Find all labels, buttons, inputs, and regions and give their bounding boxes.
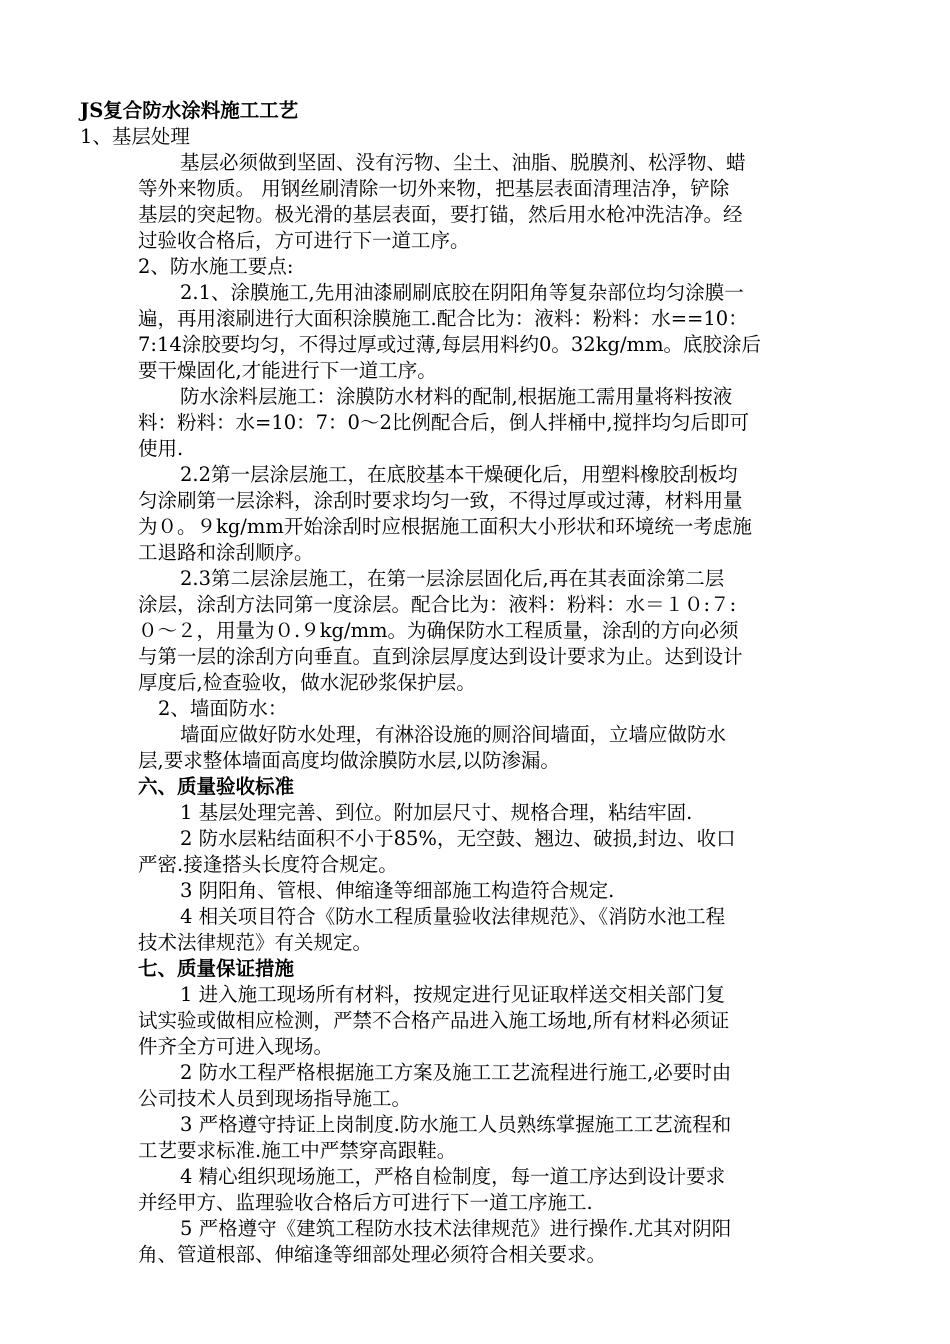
paragraph-line: 试实验或做相应检测，严禁不合格产品进入施工场地,所有材料必须证 bbox=[138, 1009, 730, 1032]
document-title: JS复合防水涂料施工工艺 bbox=[80, 99, 299, 122]
paragraph-line: 工退路和涂刮顺序。 bbox=[138, 541, 314, 564]
list-item: 1 基层处理完善、到位。附加层尺寸、规格合理，粘结牢固. bbox=[180, 801, 693, 824]
paragraph-line: 严密.接逢搭头长度符合规定。 bbox=[138, 853, 398, 876]
paragraph-line: 基层的突起物。极光滑的基层表面，要打锚，然后用水枪冲洗洁净。经 bbox=[138, 203, 743, 226]
list-item: 4 相关项目符合《防水工程质量验收法律规范》、《消防水池工程 bbox=[180, 905, 726, 928]
paragraph-line: 匀涂刷第一层涂料，涂刮时要求均匀一致，不得过厚或过薄，材料用量 bbox=[138, 489, 743, 512]
paragraph-line: 并经甲方、监理验收合格后方可进行下一道工序施工. bbox=[138, 1191, 593, 1214]
paragraph-line: 要干燥固化,才能进行下一道工序。 bbox=[138, 359, 437, 382]
section-heading: 七、质量保证措施 bbox=[138, 957, 295, 980]
list-item: 2 防水工程严格根据施工方案及施工工艺流程进行施工,必要时由 bbox=[180, 1061, 732, 1084]
paragraph-line: 与第一层的涂刮方向垂直。直到涂层厚度达到设计要求为止。达到设计 bbox=[138, 645, 743, 668]
list-item: 2 防水层粘结面积不小于85%，无空鼓、翘边、破损,封边、收口 bbox=[180, 827, 736, 850]
paragraph-line: 使用. bbox=[138, 437, 184, 460]
paragraph-line: ０～２，用量为０.９kg/mm。为确保防水工程质量，涂刮的方向必须 bbox=[138, 619, 739, 642]
section-heading: 1、基层处理 bbox=[80, 125, 190, 148]
paragraph-line: 技术法律规范》有关规定。 bbox=[138, 931, 373, 954]
list-item: 3 严格遵守持证上岗制度.防水施工人员熟练掌握施工工艺流程和 bbox=[180, 1113, 732, 1136]
list-item: 5 严格遵守《建筑工程防水技术法律规范》进行操作.尤其对阴阳 bbox=[180, 1217, 732, 1240]
paragraph-line: 角、管道根部、伸缩逢等细部处理必须符合相关要求。 bbox=[138, 1243, 607, 1266]
paragraph-line: 防水涂料层施工：涂膜防水材料的配制,根据施工需用量将料按液 bbox=[180, 385, 733, 408]
paragraph-line: 工艺要求标准.施工中严禁穿高跟鞋。 bbox=[138, 1139, 457, 1162]
paragraph-line: 公司技术人员到现场指导施工。 bbox=[138, 1087, 412, 1110]
paragraph-line: 厚度后,检查验收，做水泥砂浆保护层。 bbox=[138, 671, 476, 694]
subsection-heading: 2、墙面防水： bbox=[158, 697, 288, 720]
paragraph-line: 2.3第二层涂层施工，在第一层涂层固化后,再在其表面涂第二层 bbox=[180, 567, 725, 590]
paragraph-line: 料：粉料：水=10：7：0～2比例配合后，倒人拌桶中,搅拌均匀后即可 bbox=[138, 411, 750, 434]
section-heading: 六、质量验收标准 bbox=[138, 775, 295, 798]
paragraph-line: 件齐全方可进入现场。 bbox=[138, 1035, 334, 1058]
paragraph-line: 层,要求整体墙面高度均做涂膜防水层,以防渗漏。 bbox=[138, 749, 560, 772]
paragraph-line: 7:14涂胶要均匀，不得过厚或过薄,每层用料约0。32kg/mm。底胶涂后 bbox=[138, 333, 762, 356]
list-item: 1 进入施工现场所有材料，按规定进行见证取样送交相关部门复 bbox=[180, 983, 726, 1006]
subsection-heading: 2、防水施工要点: bbox=[138, 255, 294, 278]
paragraph-line: 遍，再用滚刷进行大面积涂膜施工.配合比为：液料：粉料：水==10： bbox=[138, 307, 748, 330]
paragraph-line: 涂层，涂刮方法同第一度涂层。配合比为：液料：粉料：水＝１０:７: bbox=[138, 593, 737, 616]
paragraph-line: 2.1、涂膜施工,先用油漆刷刷底胶在阴阳角等复杂部位均匀涂膜一 bbox=[180, 281, 744, 304]
list-item: 4 精心组织现场施工，严格自检制度，每一道工序达到设计要求 bbox=[180, 1165, 726, 1188]
paragraph-line: 墙面应做好防水处理，有淋浴设施的厕浴间墙面，立墙应做防水 bbox=[180, 723, 727, 746]
list-item: 3 阴阳角、管根、伸缩逢等细部施工构造符合规定. bbox=[180, 879, 615, 902]
paragraph-line: 等外来物质。 用钢丝刷清除一切外来物，把基层表面清理洁净，铲除 bbox=[138, 177, 730, 200]
paragraph-line: 2.2第一层涂层施工，在底胶基本干燥硬化后，用塑料橡胶刮板均 bbox=[180, 463, 738, 486]
paragraph-line: 为０。９kg/mm开始涂刮时应根据施工面积大小形状和环境统一考虑施 bbox=[138, 515, 752, 538]
paragraph-line: 基层必须做到坚固、没有污物、尘土、油脂、脱膜剂、松浮物、蜡 bbox=[180, 151, 746, 174]
paragraph-line: 过验收合格后，方可进行下一道工序。 bbox=[138, 229, 470, 252]
